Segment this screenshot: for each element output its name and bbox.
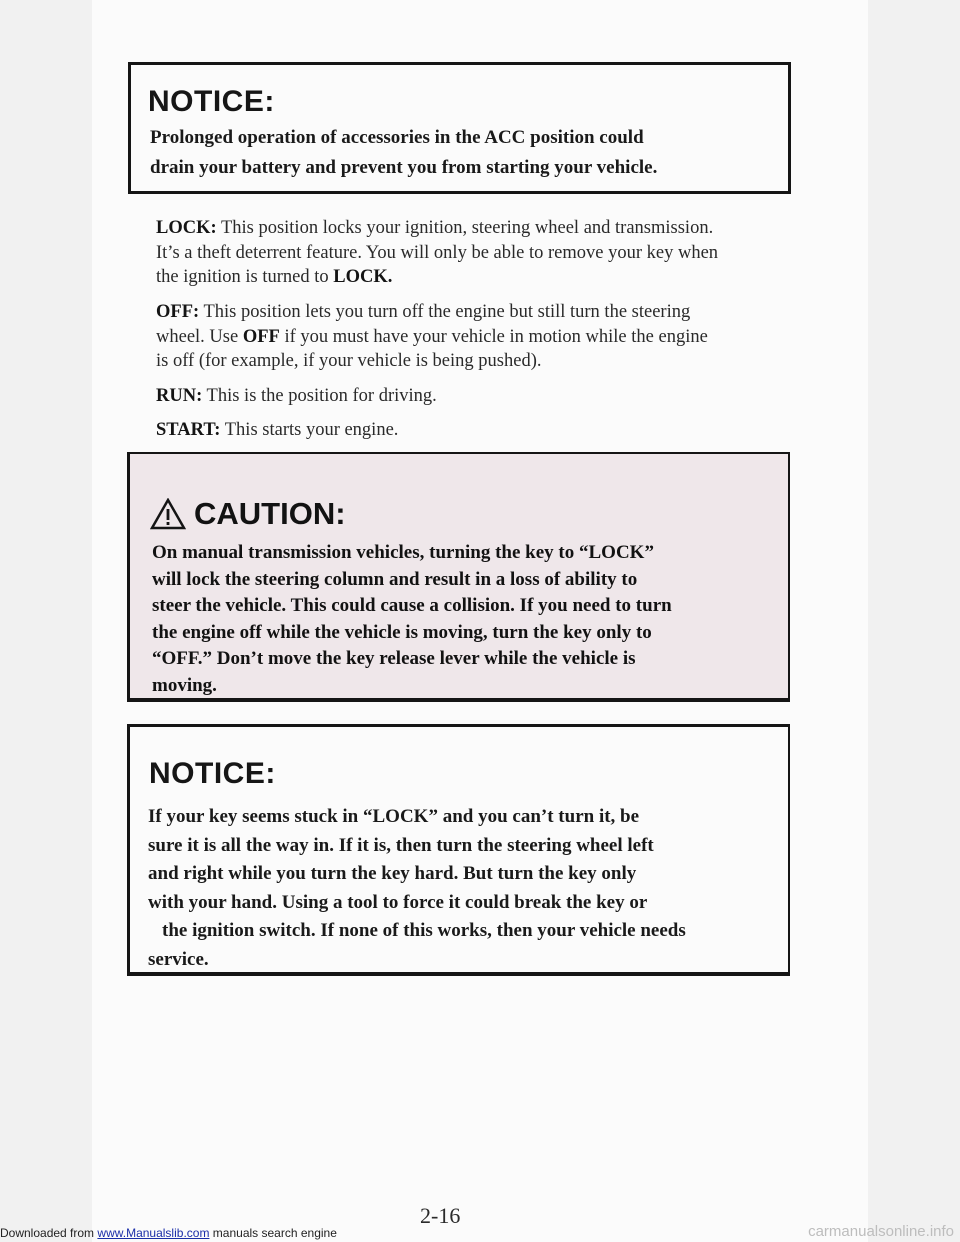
start-text: This starts your engine. <box>224 420 399 440</box>
caution-line: will lock the steering column and result in a loss of ability to <box>152 568 638 590</box>
footer-suffix: manuals search engine <box>212 1226 337 1240</box>
caution-heading <box>150 496 346 532</box>
caution-box <box>127 452 790 702</box>
caution-title: CAUTION: <box>194 496 346 531</box>
notice-title: NOTICE: <box>149 757 276 790</box>
caution-line: “OFF.” Don’t move the key release lever while the vehicle is <box>152 648 636 669</box>
caution-line: moving. <box>152 674 217 696</box>
notice-line: the ignition switch. If none of this works, then your vehicle needs <box>162 920 686 941</box>
caution-line: On manual transmission vehicles, turning the key to “LOCK” <box>152 542 654 563</box>
notice-box-bottom <box>127 724 790 976</box>
run-label: RUN: <box>156 386 203 406</box>
caution-line: the engine off while the vehicle is moving, turn the key only to <box>152 621 652 643</box>
watermark: carmanualsonline.info <box>808 1223 954 1240</box>
caution-line: steer the vehicle. This could cause a collision. If you need to turn <box>152 595 672 616</box>
off-emphasis: OFF <box>242 326 280 347</box>
lock-text: It’s a theft deterrent feature. You will only be able to remove your key when <box>156 242 719 263</box>
notice-line: service. <box>148 948 209 970</box>
warning-triangle-icon <box>150 498 186 530</box>
notice-line: with your hand. Using a tool to force it could break the key or <box>148 891 648 913</box>
run-text: This is the position for driving. <box>206 386 437 406</box>
notice-line: If your key seems stuck in “LOCK” and you can’t turn it, be <box>148 806 640 827</box>
notice-box-top <box>128 62 791 194</box>
start-label: START: <box>156 420 221 440</box>
caution-text <box>152 540 772 699</box>
notice-text <box>148 803 788 974</box>
notice-line: Prolonged operation of accessories in the ACC position could <box>150 127 644 148</box>
off-paragraph <box>156 300 796 374</box>
download-footer <box>0 1226 337 1240</box>
off-label: OFF: <box>156 302 200 322</box>
lock-label: LOCK: <box>156 218 217 238</box>
notice-text <box>150 123 780 183</box>
off-text: is off (for example, if your vehicle is being pushed). <box>156 351 542 371</box>
lock-text: the ignition is turned to <box>156 267 329 287</box>
lock-paragraph <box>156 216 796 290</box>
off-text: This position lets you turn off the engine but still turn the steering <box>203 302 691 322</box>
off-text: wheel. Use <box>156 326 239 347</box>
footer-prefix: Downloaded from <box>0 1226 95 1240</box>
notice-line: drain your battery and prevent you from starting your vehicle. <box>150 157 658 178</box>
off-text: if you must have your vehicle in motion while the engine <box>284 326 708 347</box>
start-paragraph <box>156 418 796 443</box>
notice-line: and right while you turn the key hard. But turn the key only <box>148 863 637 884</box>
run-paragraph <box>156 384 796 409</box>
notice-line: sure it is all the way in. If it is, then turn the steering wheel left <box>148 834 654 856</box>
lock-emphasis: LOCK. <box>333 267 393 287</box>
lock-text: This position locks your ignition, steering wheel and transmission. <box>220 218 714 238</box>
notice-title: NOTICE: <box>148 85 275 118</box>
manualslib-link[interactable]: www.Manualslib.com <box>97 1226 210 1240</box>
page-number: 2-16 <box>420 1203 461 1228</box>
